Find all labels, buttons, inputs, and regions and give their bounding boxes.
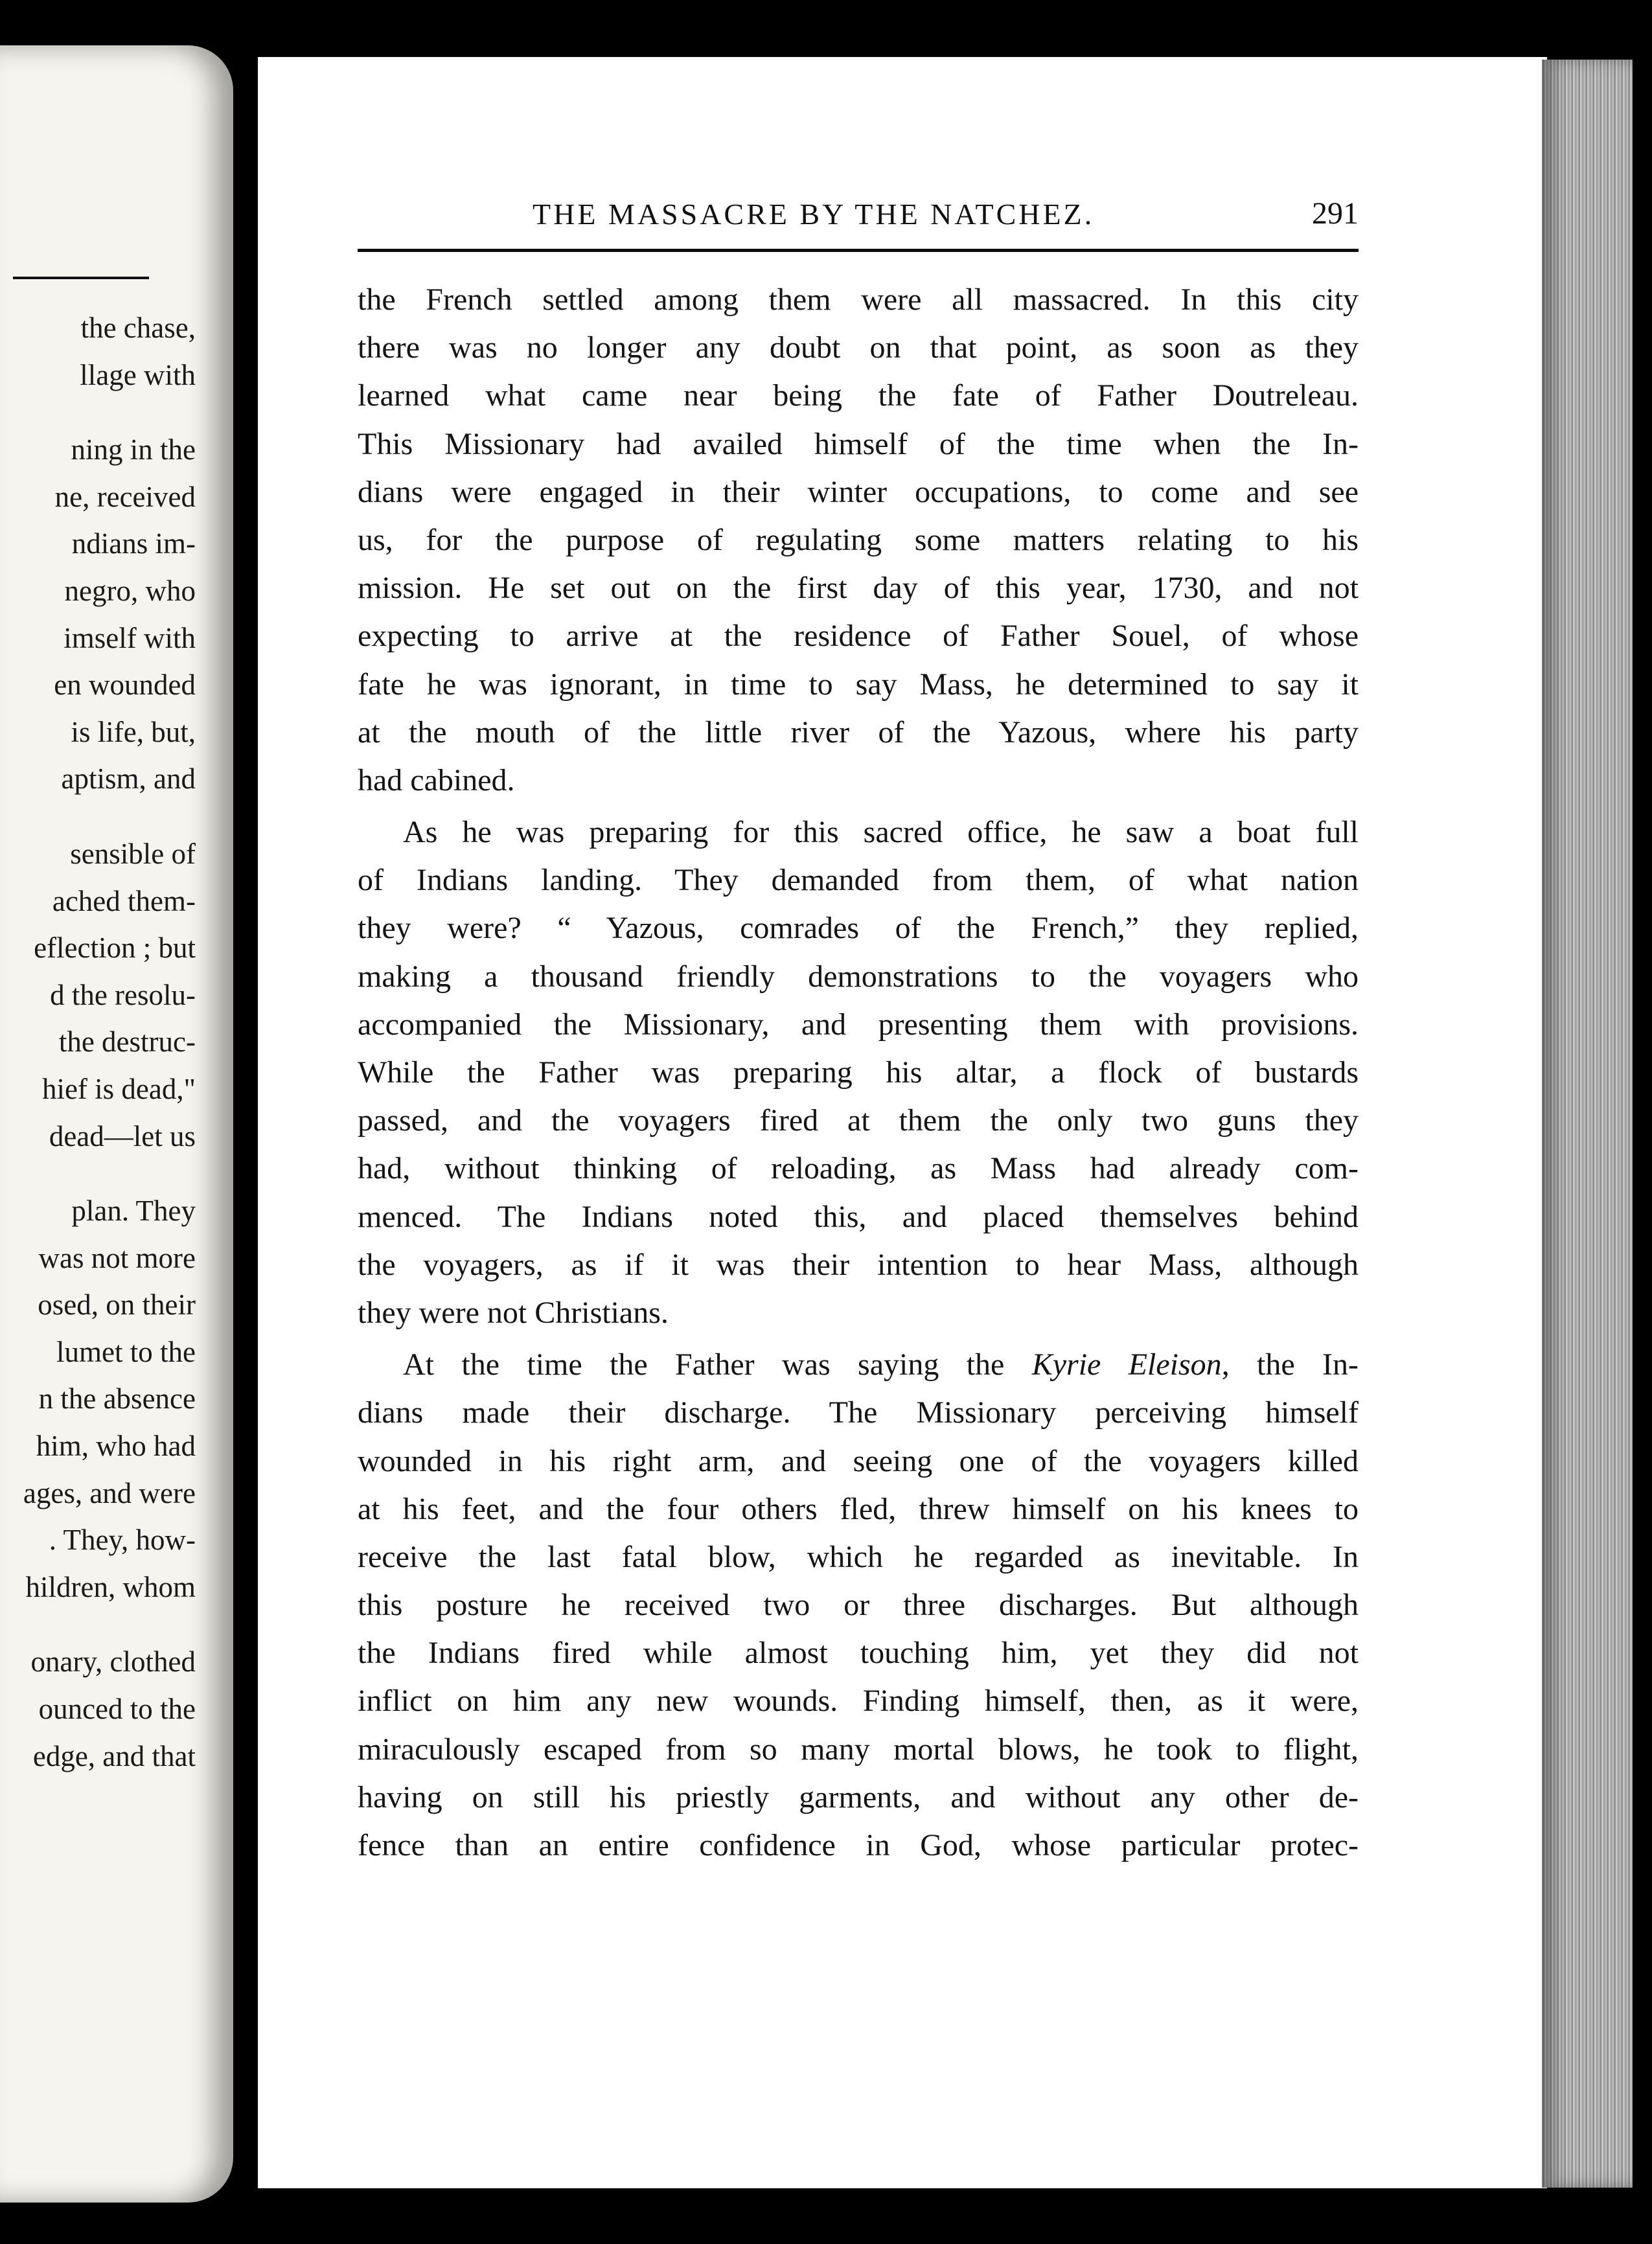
text-line: mission. He set out on the first day of this year, 1730, and not (358, 571, 1359, 606)
text-line: having on still his priestly garments, and without any other de- (358, 1780, 1359, 1815)
body-text (358, 276, 1359, 1870)
text-line: there was no longer any doubt on that point, as soon as they (358, 330, 1359, 365)
header-rule (358, 249, 1359, 252)
paragraph-3 (358, 1341, 1359, 1870)
text-line: the French settled among them were all massacred. In this city (358, 282, 1359, 317)
text-line: had, without thinking of reloading, as Mass had already com- (358, 1151, 1359, 1186)
left-line: ounced to the (38, 1693, 196, 1726)
running-header (358, 193, 1359, 232)
left-line: hief is dead," (41, 1072, 196, 1105)
left-line: is life, but, (71, 715, 196, 748)
text-fragment: , the In- (1221, 1347, 1359, 1382)
text-line: miraculously escaped from so many mortal blows, he took to flight, (358, 1732, 1359, 1767)
paragraph-2 (358, 808, 1359, 1337)
left-line: d the resolu- (50, 978, 196, 1011)
left-page-rule (13, 277, 149, 279)
left-line: sensible of (70, 837, 196, 870)
text-line: at the mouth of the little river of the Yazous, where his party (358, 715, 1359, 750)
text-line: the Indians fired while almost touching him, yet they did not (358, 1636, 1359, 1671)
left-line: the chase, (80, 312, 196, 344)
page-edges (1542, 60, 1633, 2188)
text-line: this posture he received two or three discharges. But although (358, 1588, 1359, 1623)
text-line: This Missionary had availed himself of the time when the In- (358, 426, 1359, 461)
left-line: imself with (63, 621, 196, 654)
text-line: making a thousand friendly demonstrations to the voyagers who (358, 959, 1359, 994)
text-line: of Indians landing. They demanded from them, of what nation (358, 863, 1359, 898)
left-line: the destruc- (58, 1025, 196, 1059)
text-line: accompanied the Missionary, and presenting them with provisions. (358, 1007, 1359, 1042)
running-title: THE MASSACRE BY THE NATCHEZ. (533, 198, 1095, 231)
text-line: inflict on him any new wounds. Finding himself, then, as it were, (358, 1684, 1359, 1719)
text-line: dians were engaged in their winter occupations, to come and see (358, 474, 1359, 509)
left-line: ne, received (54, 480, 196, 513)
text-line: As he was preparing for this sacred office, he saw a boat full (403, 815, 1359, 850)
text-line: receive the last fatal blow, which he regarded as inevitable. In (358, 1539, 1359, 1574)
text-line: had cabined. (358, 762, 515, 797)
text-line (358, 1341, 1359, 1389)
left-line: osed, on their (38, 1288, 196, 1322)
left-line: aptism, and (61, 762, 196, 796)
paragraph-1 (358, 276, 1359, 805)
left-line: ached them- (52, 884, 196, 917)
page-number: 291 (1312, 196, 1359, 231)
left-line: negro, who (64, 574, 196, 607)
left-line: lumet to the (56, 1335, 196, 1368)
text-fragment: At the time the Father was saying the (403, 1347, 1005, 1382)
left-page (0, 45, 233, 2203)
text-line: fate he was ignorant, in time to say Mass, he determined to say it (358, 667, 1359, 702)
text-line: menced. The Indians noted this, and placed themselves behind (358, 1199, 1359, 1234)
text-line: dians made their discharge. The Missionary perceiving himself (358, 1395, 1359, 1430)
left-line: edge, and that (32, 1739, 196, 1772)
left-line: was not more (38, 1241, 196, 1274)
text-line: at his feet, and the four others fled, threw himself on his knees to (358, 1491, 1359, 1526)
left-line: ning in the (71, 433, 196, 466)
left-line: en wounded (54, 669, 196, 702)
left-line: ages, and were (23, 1476, 196, 1509)
left-line: . They, how- (49, 1524, 196, 1557)
text-line: the voyagers, as if it was their intention to hear Mass, although (358, 1247, 1359, 1282)
text-line: fence than an entire confidence in God, whose particular protec- (358, 1828, 1359, 1862)
text-line: expecting to arrive at the residence of Father Souel, of whose (358, 619, 1359, 654)
left-line: n the absence (38, 1382, 196, 1415)
text-line: us, for the purpose of regulating some matters relating to his (358, 522, 1359, 557)
text-line: While the Father was preparing his altar, a flock of bustards (358, 1055, 1359, 1090)
text-line: learned what came near being the fate of Father Doutreleau. (358, 378, 1359, 413)
italic-phrase: Kyrie Eleison (1031, 1347, 1222, 1382)
left-line: plan. They (71, 1195, 196, 1228)
text-line: they were not Christians. (358, 1295, 669, 1330)
left-line: hildren, whom (25, 1570, 196, 1603)
text-line: they were? “ Yazous, comrades of the French,” they replied, (358, 911, 1359, 946)
left-page-text (0, 304, 196, 1780)
left-line: llage with (80, 358, 196, 391)
left-line: him, who had (36, 1430, 196, 1463)
text-line: passed, and the voyagers fired at them the only two guns they (358, 1103, 1359, 1138)
left-line: ndians im- (71, 527, 196, 560)
text-line: wounded in his right arm, and seeing one of the voyagers killed (358, 1443, 1359, 1478)
left-line: dead—let us (49, 1119, 196, 1152)
left-line: eflection ; but (34, 932, 196, 965)
left-line: onary, clothed (30, 1645, 196, 1678)
